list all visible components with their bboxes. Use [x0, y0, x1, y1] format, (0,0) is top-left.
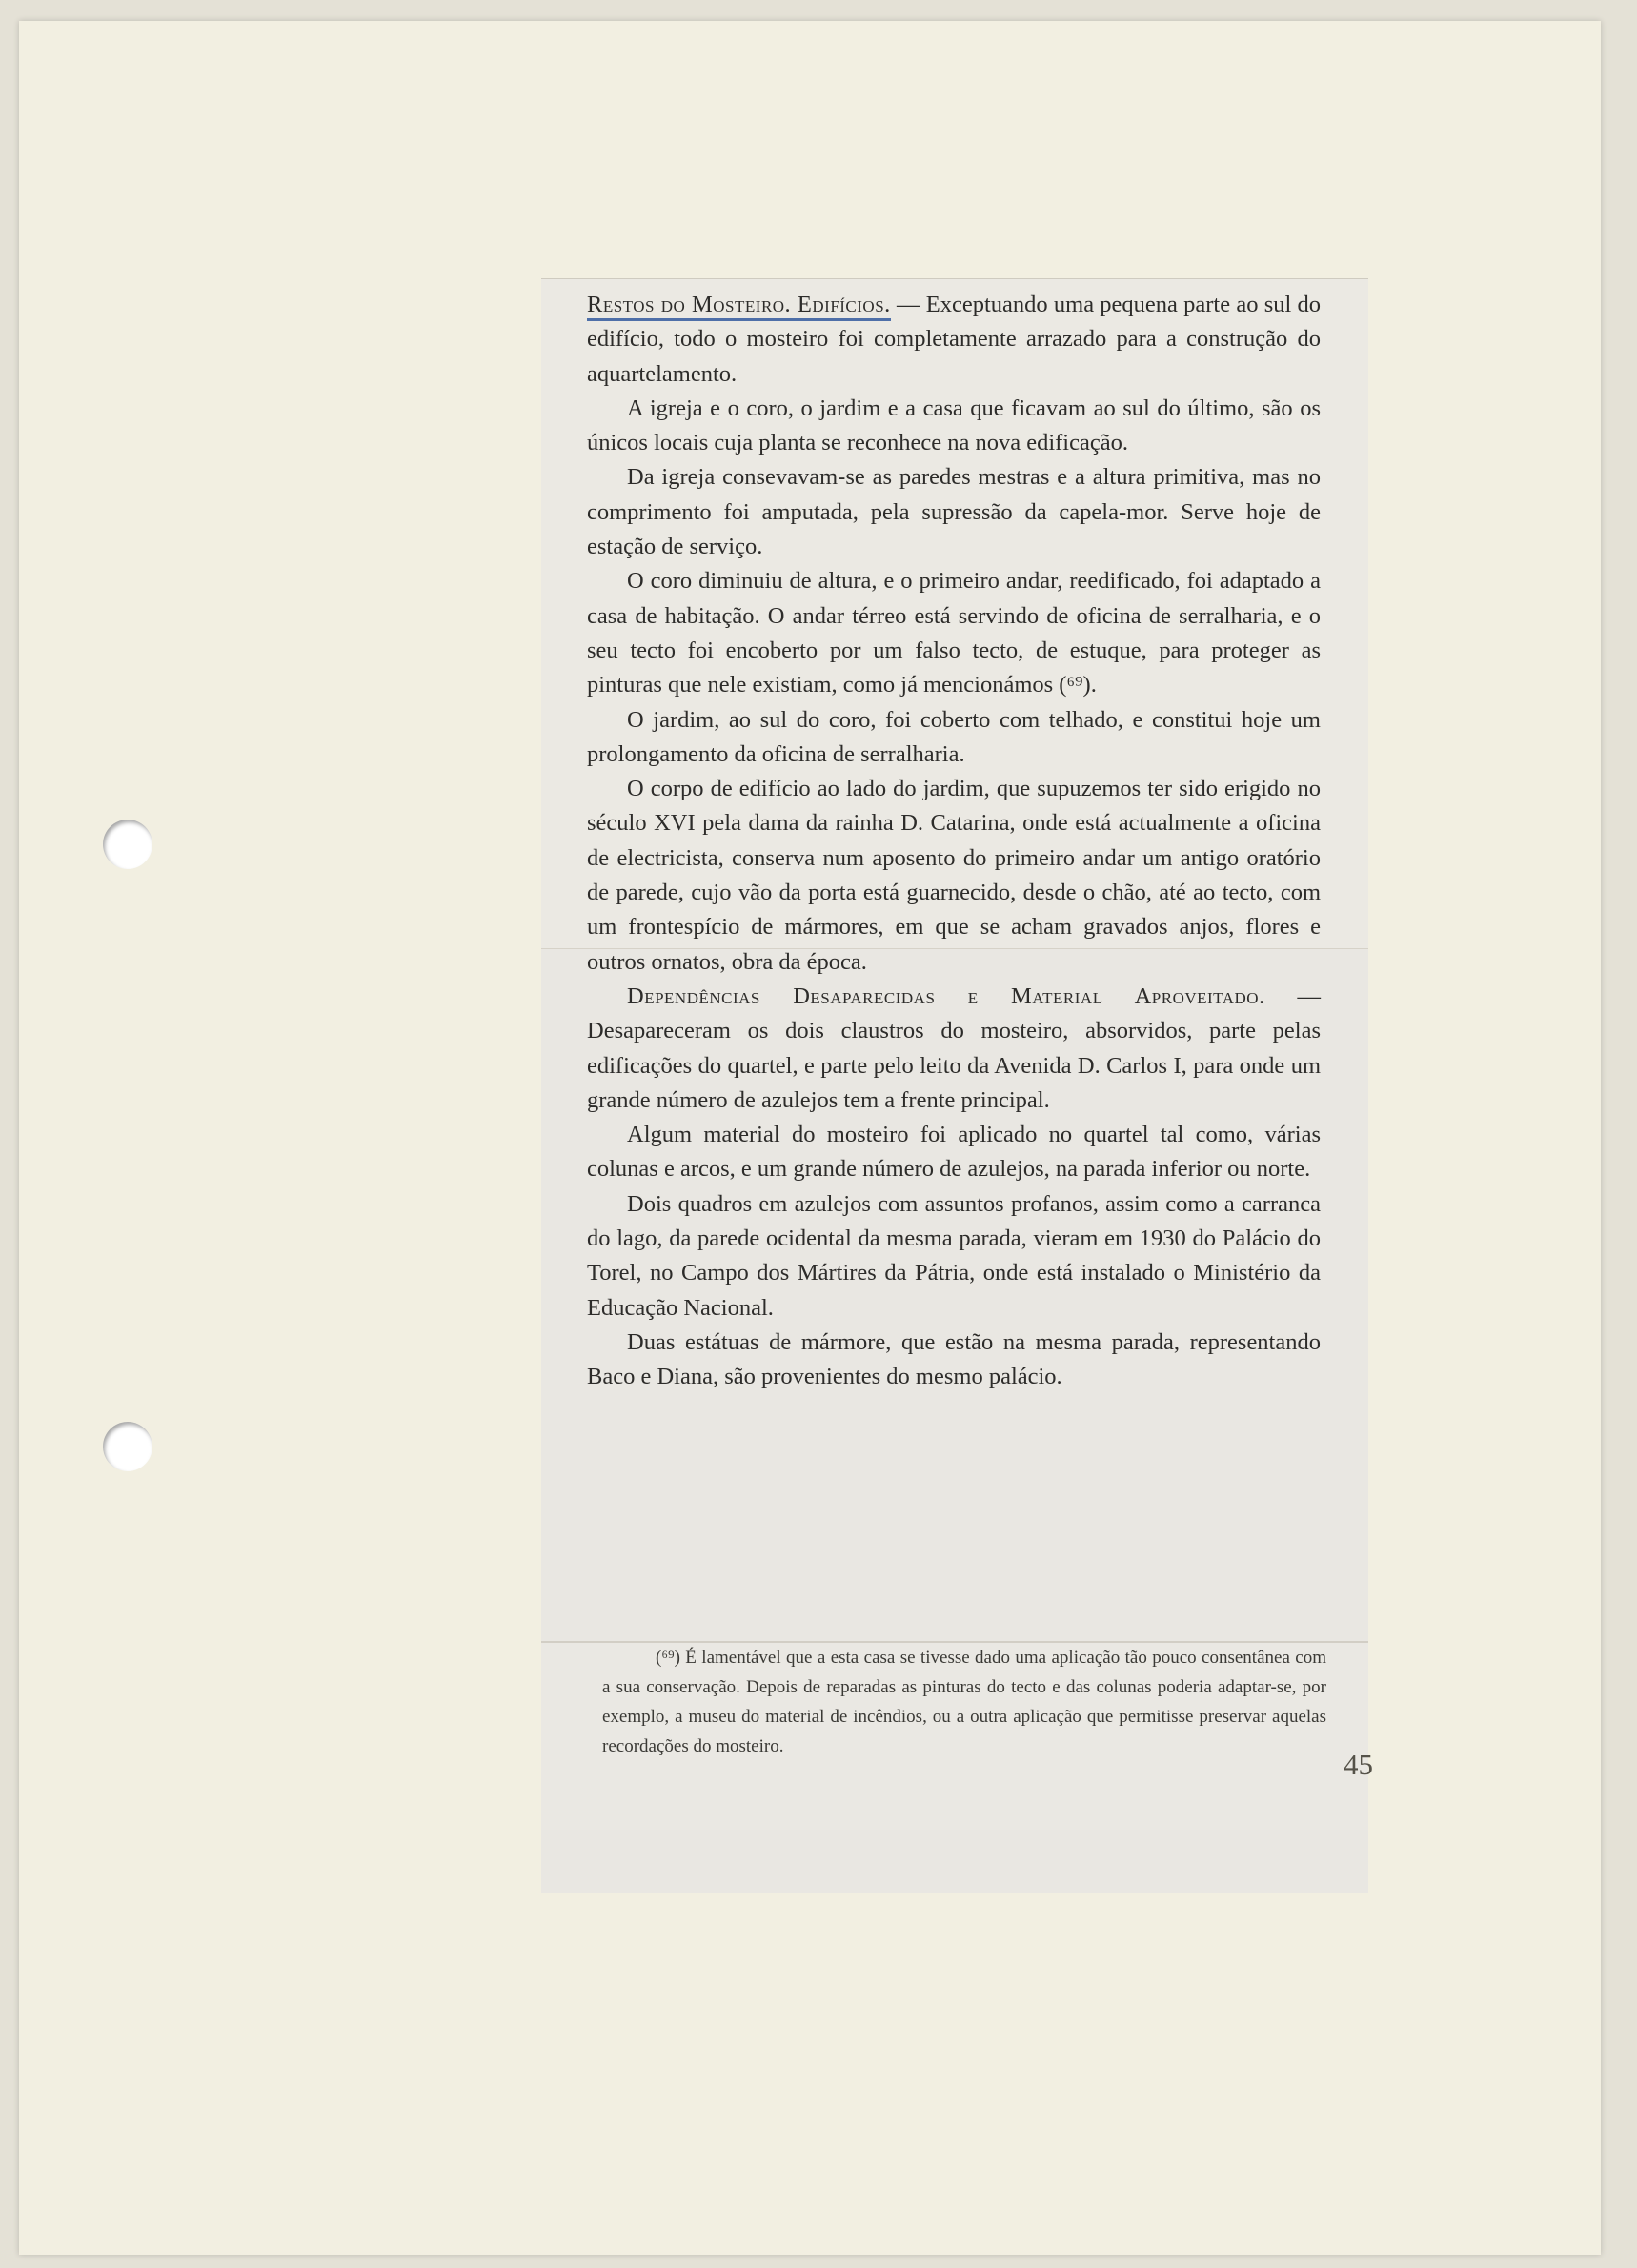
section-dependencias-paragraph — [587, 980, 1321, 1118]
section-restos-paragraph — [587, 288, 1321, 392]
paragraph-igreja-coro: A igreja e o coro, o jardim e a casa que ficavam ao sul do último, são os únicos locais cuja planta se reconhece na nova edificação. — [587, 395, 1321, 456]
paragraph-igreja: Da igreja consevavam-se as paredes mestras e a altura primitiva, mas no comprimento foi amputada, pela supressão da capela-mor. Serve hoje de estação de serviço. — [587, 464, 1321, 560]
paragraph-quadros: Dois quadros em azulejos com assuntos profanos, assim como a carranca do lago, da parede ocidental da mesma parada, vieram em 1930 do Palácio do Torel, no Campo dos Mártires da Pátria, onde está instalado o Ministério da Educação Nacional. — [587, 1190, 1321, 1321]
punch-hole-top — [103, 820, 152, 869]
paragraph-jardim: O jardim, ao sul do coro, foi coberto com telhado, e constitui hoje um prolongamento da oficina de serralharia. — [587, 706, 1321, 767]
heading-dash: — — [1264, 982, 1321, 1009]
section-heading-dependencias: Dependências Desaparecidas e Material Aproveitado. — [627, 982, 1265, 1009]
heading-dash: — — [890, 292, 926, 317]
paragraph-material: Algum material do mosteiro foi aplicado no quartel tal como, várias colunas e arcos, e um grande número de azulejos, na parada inferior ou norte. — [587, 1122, 1321, 1183]
paragraph-estatuas: Duas estátuas de mármore, que estão na mesma parada, representando Baco e Diana, são provenientes do mesmo palácio. — [587, 1328, 1321, 1390]
footnote-69: (⁶⁹) É lamentável que a esta casa se tivesse dado uma aplicação tão pouco consentânea com a sua conservação. Depois de reparadas as pinturas do tecto e das colunas poderia adaptar-se, por exemplo, a museu do material de incêndios, ou a outra aplicação que permitisse preservar aquelas recordações do mosteiro. — [602, 1648, 1326, 1756]
paragraph-corpo-edificio: O corpo de edifício ao lado do jardim, que supuzemos ter sido erigido no século XVI pela dama da rainha D. Catarina, onde está actualmente a oficina de electricista, conserva num aposento do primeiro andar um antigo oratório de parede, cujo vão da porta está guarnecido, desde o chão, até ao tecto, com um frontespício de mármores, em que se acham gravados anjos, flores e outros ornatos, obra da época. — [587, 776, 1321, 975]
punch-hole-bottom — [103, 1422, 152, 1471]
article-body — [587, 288, 1321, 1395]
page-number: 45 — [1344, 1748, 1373, 1781]
newspaper-clipping — [541, 278, 1368, 1828]
section-dependencias-lead: Desapareceram os dois claustros do mosteiro, absorvidos, parte pelas edificações do quartel, e parte pelo leito da Avenida D. Carlos I, para onde um grande número de azulejos tem a frente principal. — [587, 1018, 1321, 1113]
section-restos-lead: Exceptuando uma pequena parte ao sul do edifício, todo o mosteiro foi completamente arrazado para a construção do aquartelamento. — [587, 292, 1322, 387]
paragraph-coro: O coro diminuiu de altura, e o primeiro andar, reedificado, foi adaptado a casa de habitação. O andar térreo está servindo de oficina de serralharia, e o seu tecto foi encoberto por um falso tecto, de estuque, para proteger as pinturas que nele existiam, como já mencionámos (⁶⁹). — [587, 568, 1321, 699]
section-heading-restos: Restos do Mosteiro. Edifícios. — [587, 292, 891, 321]
